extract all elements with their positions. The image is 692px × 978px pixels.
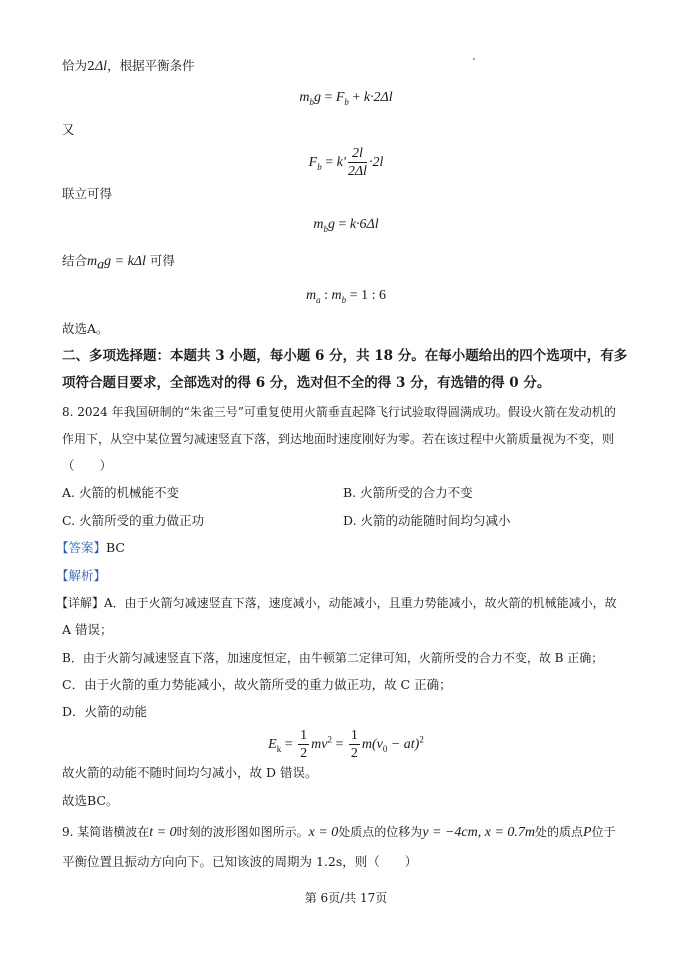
question-9-line-1: 9. 某简谐横波在t = 0时刻的波形图如图所示。x = 0处质点的位移为y = −4cm, x = 0.7m处的质点P位于 <box>62 825 616 840</box>
detail-line-2: A 错误； <box>62 622 113 637</box>
text-you: 又 <box>62 122 75 137</box>
answer-label: 【答案】BC <box>56 540 125 555</box>
question-8-line-2: 作用下，从空中某位置匀减速竖直下落，到达地面时速度刚好为零。若在该过程中火箭质量视为不变，则 <box>62 432 615 446</box>
answer-a: 故选A。 <box>62 321 109 336</box>
equation-4: $m_a$ : $m_b = 1$ : 6 <box>306 288 386 305</box>
detail-line-5: D．火箭的动能 <box>62 704 148 719</box>
scan-speck <box>473 58 475 60</box>
question-8-blank: （ ） <box>62 458 113 473</box>
equation-2: $F_b = k'$ $\frac{2l}{2\Delta l}$ ·2l <box>308 146 384 180</box>
detail-line-6: 故火箭的动能不随时间均匀减小，故 D 错误。 <box>62 765 318 780</box>
option-a: A. 火箭的机械能不变 <box>62 485 179 500</box>
option-d: D. 火箭的动能随时间均匀减小 <box>343 513 511 528</box>
equation-5: $E_k$ = $\frac{1}{2}$ $mv^2$ = $\frac{1}{2}$ $m(v_0 - at)^2$ <box>268 728 424 762</box>
page-footer: 第 6页/共 17页 <box>304 891 388 905</box>
analysis-label: 【解析】 <box>56 568 107 583</box>
text-jiehe: 结合$m_ag = k\Delta l$ 可得 <box>62 253 175 273</box>
question-8-line-1: 8. 2024 年我国研制的“朱雀三号”可重复使用火箭垂直起降飞行试验取得圆满成功。假设火箭在发动机的 <box>62 405 616 419</box>
option-b: B. 火箭所受的合力不变 <box>343 485 473 500</box>
detail-line-3: B．由于火箭匀减速竖直下落，加速度恒定，由牛顿第二定律可知，火箭所受的合力不变，故 B 正确； <box>62 651 604 665</box>
detail-line-1: 【详解】A．由于火箭匀减速竖直下落，速度减小，动能减小，且重力势能减小，故火箭的机械能减小，故 <box>56 596 617 610</box>
equation-3: $m_bg = k\cdot 6\Delta l$ <box>313 217 379 234</box>
section-heading-line-1: 二、多项选择题：本题共 3 小题，每小题 6 分，共 18 分。在每小题给出的四个选项中，有多 <box>62 348 628 364</box>
answer-bc: 故选BC。 <box>62 793 119 808</box>
section-heading-line-2: 项符合题目要求，全部选对的得 6 分，选对但不全的得 3 分，有选错的得 0 分。 <box>62 375 551 391</box>
text-line-1: 恰为2Δl，根据平衡条件 <box>62 58 195 74</box>
equation-1: $m_bg = F_b + k\cdot 2\Delta l$ <box>299 90 393 107</box>
detail-line-4: C．由于火箭的重力势能减小，故火箭所受的重力做正功，故 C 正确； <box>62 677 452 692</box>
text-lianli: 联立可得 <box>62 186 113 201</box>
option-c: C. 火箭所受的重力做正功 <box>62 513 205 528</box>
question-9-line-2: 平衡位置且振动方向向下。已知该波的周期为 1.2s，则（ ） <box>62 854 418 869</box>
